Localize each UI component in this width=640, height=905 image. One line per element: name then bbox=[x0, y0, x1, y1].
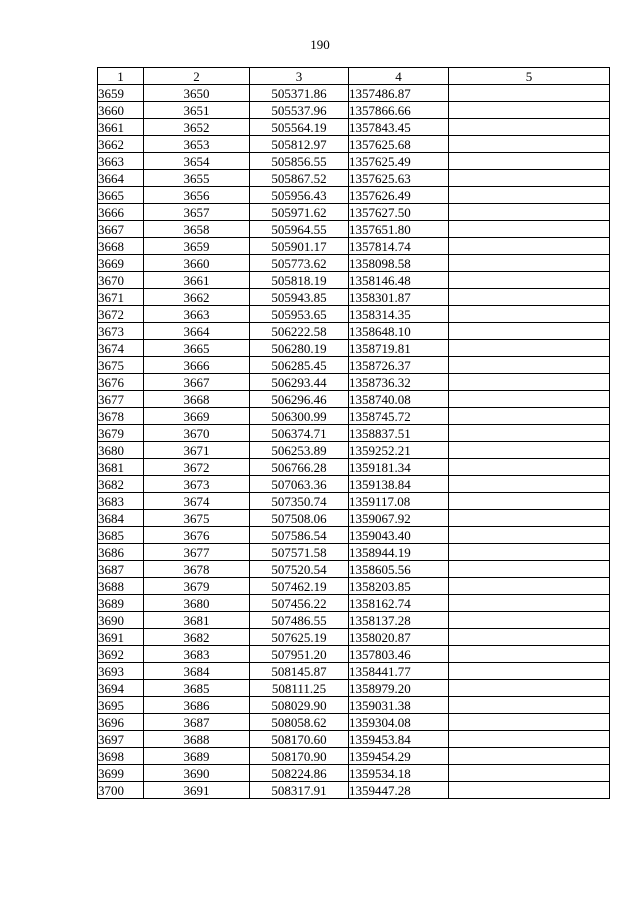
table-row bbox=[98, 357, 610, 374]
row-number-cell: 3662 bbox=[98, 136, 144, 153]
point-number-cell: 3655 bbox=[144, 170, 250, 187]
row-number-cell: 3683 bbox=[98, 493, 144, 510]
y-coordinate-cell: 1358726.37 bbox=[349, 357, 449, 374]
x-coordinate-cell: 508058.62 bbox=[250, 714, 349, 731]
point-number-cell: 3663 bbox=[144, 306, 250, 323]
row-number-cell: 3676 bbox=[98, 374, 144, 391]
y-coordinate-cell: 1357625.63 bbox=[349, 170, 449, 187]
point-number-cell: 3667 bbox=[144, 374, 250, 391]
point-number-cell: 3654 bbox=[144, 153, 250, 170]
point-number-cell: 3665 bbox=[144, 340, 250, 357]
table-row bbox=[98, 119, 610, 136]
column-header-3: 3 bbox=[250, 68, 349, 85]
y-coordinate-cell: 1359534.18 bbox=[349, 765, 449, 782]
table-row bbox=[98, 102, 610, 119]
table-row bbox=[98, 527, 610, 544]
y-coordinate-cell: 1357803.46 bbox=[349, 646, 449, 663]
note-cell bbox=[449, 748, 610, 765]
note-cell bbox=[449, 170, 610, 187]
table-row bbox=[98, 255, 610, 272]
point-number-cell: 3679 bbox=[144, 578, 250, 595]
note-cell bbox=[449, 731, 610, 748]
x-coordinate-cell: 505964.55 bbox=[250, 221, 349, 238]
point-number-cell: 3691 bbox=[144, 782, 250, 799]
y-coordinate-cell: 1358837.51 bbox=[349, 425, 449, 442]
note-cell bbox=[449, 340, 610, 357]
y-coordinate-cell: 1357626.49 bbox=[349, 187, 449, 204]
point-number-cell: 3676 bbox=[144, 527, 250, 544]
table-header bbox=[98, 68, 610, 85]
x-coordinate-cell: 505953.65 bbox=[250, 306, 349, 323]
row-number-cell: 3691 bbox=[98, 629, 144, 646]
x-coordinate-cell: 508317.91 bbox=[250, 782, 349, 799]
row-number-cell: 3661 bbox=[98, 119, 144, 136]
point-number-cell: 3690 bbox=[144, 765, 250, 782]
row-number-cell: 3689 bbox=[98, 595, 144, 612]
y-coordinate-cell: 1357486.87 bbox=[349, 85, 449, 102]
table-row bbox=[98, 442, 610, 459]
y-coordinate-cell: 1358740.08 bbox=[349, 391, 449, 408]
y-coordinate-cell: 1358146.48 bbox=[349, 272, 449, 289]
row-number-cell: 3699 bbox=[98, 765, 144, 782]
table-row bbox=[98, 85, 610, 102]
y-coordinate-cell: 1357625.49 bbox=[349, 153, 449, 170]
x-coordinate-cell: 508029.90 bbox=[250, 697, 349, 714]
table-row bbox=[98, 136, 610, 153]
point-number-cell: 3666 bbox=[144, 357, 250, 374]
y-coordinate-cell: 1358979.20 bbox=[349, 680, 449, 697]
coordinates-table bbox=[97, 67, 610, 799]
row-number-cell: 3659 bbox=[98, 85, 144, 102]
point-number-cell: 3680 bbox=[144, 595, 250, 612]
y-coordinate-cell: 1358301.87 bbox=[349, 289, 449, 306]
table-row bbox=[98, 289, 610, 306]
x-coordinate-cell: 507951.20 bbox=[250, 646, 349, 663]
row-number-cell: 3694 bbox=[98, 680, 144, 697]
x-coordinate-cell: 507520.54 bbox=[250, 561, 349, 578]
table-row bbox=[98, 153, 610, 170]
point-number-cell: 3664 bbox=[144, 323, 250, 340]
note-cell bbox=[449, 255, 610, 272]
x-coordinate-cell: 507063.36 bbox=[250, 476, 349, 493]
note-cell bbox=[449, 204, 610, 221]
y-coordinate-cell: 1359031.38 bbox=[349, 697, 449, 714]
x-coordinate-cell: 506285.45 bbox=[250, 357, 349, 374]
x-coordinate-cell: 505773.62 bbox=[250, 255, 349, 272]
row-number-cell: 3682 bbox=[98, 476, 144, 493]
note-cell bbox=[449, 612, 610, 629]
row-number-cell: 3685 bbox=[98, 527, 144, 544]
y-coordinate-cell: 1358719.81 bbox=[349, 340, 449, 357]
row-number-cell: 3669 bbox=[98, 255, 144, 272]
point-number-cell: 3686 bbox=[144, 697, 250, 714]
row-number-cell: 3666 bbox=[98, 204, 144, 221]
row-number-cell: 3679 bbox=[98, 425, 144, 442]
row-number-cell: 3678 bbox=[98, 408, 144, 425]
note-cell bbox=[449, 578, 610, 595]
table-row bbox=[98, 595, 610, 612]
header-row bbox=[98, 68, 610, 85]
note-cell bbox=[449, 391, 610, 408]
row-number-cell: 3665 bbox=[98, 187, 144, 204]
y-coordinate-cell: 1358441.77 bbox=[349, 663, 449, 680]
x-coordinate-cell: 505956.43 bbox=[250, 187, 349, 204]
point-number-cell: 3656 bbox=[144, 187, 250, 204]
point-number-cell: 3672 bbox=[144, 459, 250, 476]
table-row bbox=[98, 306, 610, 323]
table-row bbox=[98, 272, 610, 289]
table-row bbox=[98, 425, 610, 442]
point-number-cell: 3683 bbox=[144, 646, 250, 663]
x-coordinate-cell: 505812.97 bbox=[250, 136, 349, 153]
note-cell bbox=[449, 629, 610, 646]
point-number-cell: 3684 bbox=[144, 663, 250, 680]
x-coordinate-cell: 508224.86 bbox=[250, 765, 349, 782]
point-number-cell: 3652 bbox=[144, 119, 250, 136]
point-number-cell: 3687 bbox=[144, 714, 250, 731]
note-cell bbox=[449, 102, 610, 119]
y-coordinate-cell: 1358648.10 bbox=[349, 323, 449, 340]
y-coordinate-cell: 1359043.40 bbox=[349, 527, 449, 544]
table-row bbox=[98, 714, 610, 731]
table-row bbox=[98, 731, 610, 748]
y-coordinate-cell: 1358020.87 bbox=[349, 629, 449, 646]
x-coordinate-cell: 505867.52 bbox=[250, 170, 349, 187]
row-number-cell: 3687 bbox=[98, 561, 144, 578]
point-number-cell: 3682 bbox=[144, 629, 250, 646]
y-coordinate-cell: 1359447.28 bbox=[349, 782, 449, 799]
x-coordinate-cell: 505856.55 bbox=[250, 153, 349, 170]
x-coordinate-cell: 505564.19 bbox=[250, 119, 349, 136]
note-cell bbox=[449, 221, 610, 238]
note-cell bbox=[449, 408, 610, 425]
row-number-cell: 3664 bbox=[98, 170, 144, 187]
y-coordinate-cell: 1358098.58 bbox=[349, 255, 449, 272]
note-cell bbox=[449, 527, 610, 544]
table-row bbox=[98, 510, 610, 527]
point-number-cell: 3685 bbox=[144, 680, 250, 697]
y-coordinate-cell: 1359454.29 bbox=[349, 748, 449, 765]
point-number-cell: 3659 bbox=[144, 238, 250, 255]
note-cell bbox=[449, 425, 610, 442]
x-coordinate-cell: 508145.87 bbox=[250, 663, 349, 680]
point-number-cell: 3681 bbox=[144, 612, 250, 629]
note-cell bbox=[449, 697, 610, 714]
row-number-cell: 3680 bbox=[98, 442, 144, 459]
note-cell bbox=[449, 561, 610, 578]
table-row bbox=[98, 493, 610, 510]
y-coordinate-cell: 1359067.92 bbox=[349, 510, 449, 527]
point-number-cell: 3677 bbox=[144, 544, 250, 561]
y-coordinate-cell: 1358314.35 bbox=[349, 306, 449, 323]
row-number-cell: 3675 bbox=[98, 357, 144, 374]
table-row bbox=[98, 459, 610, 476]
x-coordinate-cell: 507571.58 bbox=[250, 544, 349, 561]
y-coordinate-cell: 1358137.28 bbox=[349, 612, 449, 629]
row-number-cell: 3677 bbox=[98, 391, 144, 408]
column-header-2: 2 bbox=[144, 68, 250, 85]
x-coordinate-cell: 506296.46 bbox=[250, 391, 349, 408]
table-row bbox=[98, 170, 610, 187]
note-cell bbox=[449, 442, 610, 459]
point-number-cell: 3661 bbox=[144, 272, 250, 289]
point-number-cell: 3651 bbox=[144, 102, 250, 119]
note-cell bbox=[449, 544, 610, 561]
point-number-cell: 3678 bbox=[144, 561, 250, 578]
table-row bbox=[98, 340, 610, 357]
table-row bbox=[98, 238, 610, 255]
x-coordinate-cell: 508111.25 bbox=[250, 680, 349, 697]
x-coordinate-cell: 506280.19 bbox=[250, 340, 349, 357]
table-row bbox=[98, 323, 610, 340]
x-coordinate-cell: 507350.74 bbox=[250, 493, 349, 510]
y-coordinate-cell: 1359453.84 bbox=[349, 731, 449, 748]
column-header-4: 4 bbox=[349, 68, 449, 85]
x-coordinate-cell: 506222.58 bbox=[250, 323, 349, 340]
point-number-cell: 3675 bbox=[144, 510, 250, 527]
row-number-cell: 3667 bbox=[98, 221, 144, 238]
row-number-cell: 3697 bbox=[98, 731, 144, 748]
row-number-cell: 3674 bbox=[98, 340, 144, 357]
table-row bbox=[98, 697, 610, 714]
note-cell bbox=[449, 680, 610, 697]
x-coordinate-cell: 508170.60 bbox=[250, 731, 349, 748]
point-number-cell: 3657 bbox=[144, 204, 250, 221]
point-number-cell: 3689 bbox=[144, 748, 250, 765]
table-row bbox=[98, 221, 610, 238]
note-cell bbox=[449, 272, 610, 289]
note-cell bbox=[449, 119, 610, 136]
x-coordinate-cell: 505537.96 bbox=[250, 102, 349, 119]
y-coordinate-cell: 1358605.56 bbox=[349, 561, 449, 578]
note-cell bbox=[449, 306, 610, 323]
x-coordinate-cell: 506293.44 bbox=[250, 374, 349, 391]
row-number-cell: 3688 bbox=[98, 578, 144, 595]
note-cell bbox=[449, 238, 610, 255]
row-number-cell: 3700 bbox=[98, 782, 144, 799]
row-number-cell: 3695 bbox=[98, 697, 144, 714]
row-number-cell: 3663 bbox=[98, 153, 144, 170]
point-number-cell: 3660 bbox=[144, 255, 250, 272]
note-cell bbox=[449, 85, 610, 102]
row-number-cell: 3673 bbox=[98, 323, 144, 340]
note-cell bbox=[449, 493, 610, 510]
y-coordinate-cell: 1357651.80 bbox=[349, 221, 449, 238]
y-coordinate-cell: 1358203.85 bbox=[349, 578, 449, 595]
table-row bbox=[98, 187, 610, 204]
y-coordinate-cell: 1358162.74 bbox=[349, 595, 449, 612]
row-number-cell: 3672 bbox=[98, 306, 144, 323]
x-coordinate-cell: 505371.86 bbox=[250, 85, 349, 102]
x-coordinate-cell: 505818.19 bbox=[250, 272, 349, 289]
note-cell bbox=[449, 663, 610, 680]
note-cell bbox=[449, 323, 610, 340]
y-coordinate-cell: 1357627.50 bbox=[349, 204, 449, 221]
y-coordinate-cell: 1358745.72 bbox=[349, 408, 449, 425]
table-row bbox=[98, 612, 610, 629]
table-row bbox=[98, 629, 610, 646]
y-coordinate-cell: 1359252.21 bbox=[349, 442, 449, 459]
x-coordinate-cell: 505943.85 bbox=[250, 289, 349, 306]
note-cell bbox=[449, 374, 610, 391]
point-number-cell: 3669 bbox=[144, 408, 250, 425]
table-row bbox=[98, 476, 610, 493]
table-row bbox=[98, 578, 610, 595]
row-number-cell: 3692 bbox=[98, 646, 144, 663]
table-row bbox=[98, 544, 610, 561]
y-coordinate-cell: 1357625.68 bbox=[349, 136, 449, 153]
point-number-cell: 3653 bbox=[144, 136, 250, 153]
x-coordinate-cell: 507462.19 bbox=[250, 578, 349, 595]
point-number-cell: 3670 bbox=[144, 425, 250, 442]
point-number-cell: 3662 bbox=[144, 289, 250, 306]
row-number-cell: 3693 bbox=[98, 663, 144, 680]
x-coordinate-cell: 505901.17 bbox=[250, 238, 349, 255]
y-coordinate-cell: 1359117.08 bbox=[349, 493, 449, 510]
point-number-cell: 3668 bbox=[144, 391, 250, 408]
table-row bbox=[98, 748, 610, 765]
x-coordinate-cell: 508170.90 bbox=[250, 748, 349, 765]
column-header-5: 5 bbox=[449, 68, 610, 85]
y-coordinate-cell: 1358944.19 bbox=[349, 544, 449, 561]
x-coordinate-cell: 507486.55 bbox=[250, 612, 349, 629]
row-number-cell: 3681 bbox=[98, 459, 144, 476]
row-number-cell: 3686 bbox=[98, 544, 144, 561]
y-coordinate-cell: 1357866.66 bbox=[349, 102, 449, 119]
x-coordinate-cell: 506766.28 bbox=[250, 459, 349, 476]
row-number-cell: 3698 bbox=[98, 748, 144, 765]
row-number-cell: 3696 bbox=[98, 714, 144, 731]
row-number-cell: 3670 bbox=[98, 272, 144, 289]
note-cell bbox=[449, 289, 610, 306]
row-number-cell: 3668 bbox=[98, 238, 144, 255]
table-row bbox=[98, 204, 610, 221]
table-row bbox=[98, 663, 610, 680]
point-number-cell: 3658 bbox=[144, 221, 250, 238]
row-number-cell: 3671 bbox=[98, 289, 144, 306]
note-cell bbox=[449, 476, 610, 493]
x-coordinate-cell: 506300.99 bbox=[250, 408, 349, 425]
note-cell bbox=[449, 357, 610, 374]
note-cell bbox=[449, 153, 610, 170]
y-coordinate-cell: 1359304.08 bbox=[349, 714, 449, 731]
table-body bbox=[98, 85, 610, 799]
point-number-cell: 3671 bbox=[144, 442, 250, 459]
note-cell bbox=[449, 782, 610, 799]
x-coordinate-cell: 506253.89 bbox=[250, 442, 349, 459]
y-coordinate-cell: 1359181.34 bbox=[349, 459, 449, 476]
table-row bbox=[98, 680, 610, 697]
note-cell bbox=[449, 714, 610, 731]
table-row bbox=[98, 782, 610, 799]
table-row bbox=[98, 391, 610, 408]
x-coordinate-cell: 507586.54 bbox=[250, 527, 349, 544]
point-number-cell: 3688 bbox=[144, 731, 250, 748]
row-number-cell: 3690 bbox=[98, 612, 144, 629]
y-coordinate-cell: 1357814.74 bbox=[349, 238, 449, 255]
table-row bbox=[98, 374, 610, 391]
note-cell bbox=[449, 646, 610, 663]
note-cell bbox=[449, 765, 610, 782]
x-coordinate-cell: 505971.62 bbox=[250, 204, 349, 221]
y-coordinate-cell: 1357843.45 bbox=[349, 119, 449, 136]
table-row bbox=[98, 561, 610, 578]
note-cell bbox=[449, 595, 610, 612]
x-coordinate-cell: 507456.22 bbox=[250, 595, 349, 612]
note-cell bbox=[449, 459, 610, 476]
point-number-cell: 3674 bbox=[144, 493, 250, 510]
x-coordinate-cell: 506374.71 bbox=[250, 425, 349, 442]
x-coordinate-cell: 507508.06 bbox=[250, 510, 349, 527]
note-cell bbox=[449, 136, 610, 153]
table-row bbox=[98, 408, 610, 425]
y-coordinate-cell: 1359138.84 bbox=[349, 476, 449, 493]
note-cell bbox=[449, 510, 610, 527]
row-number-cell: 3660 bbox=[98, 102, 144, 119]
x-coordinate-cell: 507625.19 bbox=[250, 629, 349, 646]
note-cell bbox=[449, 187, 610, 204]
y-coordinate-cell: 1358736.32 bbox=[349, 374, 449, 391]
point-number-cell: 3650 bbox=[144, 85, 250, 102]
page-number: 190 bbox=[310, 37, 330, 52]
table-row bbox=[98, 765, 610, 782]
row-number-cell: 3684 bbox=[98, 510, 144, 527]
table-row bbox=[98, 646, 610, 663]
column-header-1: 1 bbox=[98, 68, 144, 85]
point-number-cell: 3673 bbox=[144, 476, 250, 493]
